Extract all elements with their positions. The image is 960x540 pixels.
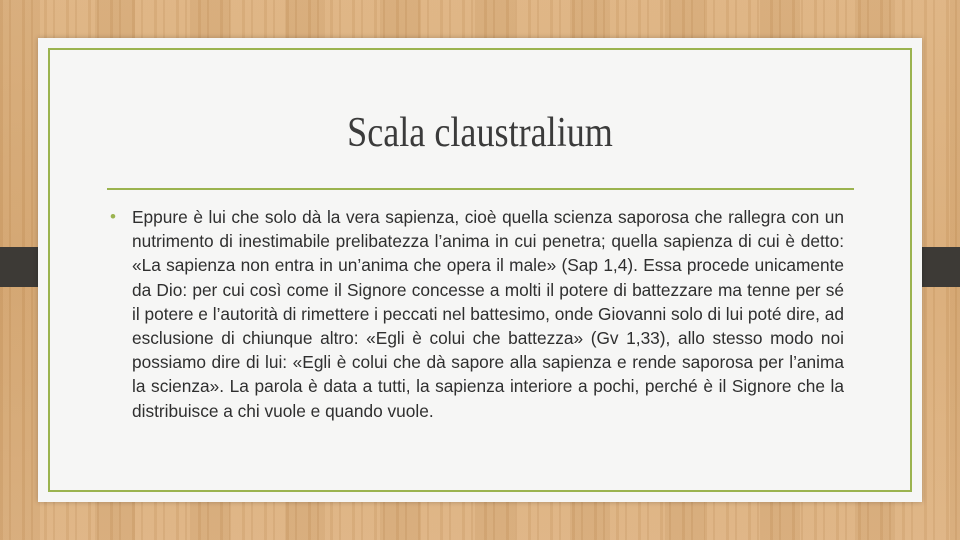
title-divider <box>107 188 854 190</box>
bullet-marker: • <box>110 207 116 226</box>
slide-title: Scala claustralium <box>347 110 613 156</box>
slide-body-text: Eppure è lui che solo dà la vera sapienza, cioè quella scienza saporosa che rallegra con un nutrimento di inestimabile prelibatezza l’anima in cui penetra; quella sapienza di cui è detto: «La sapienza non entra in un’anima che opera il male» (Sap 1,4). Essa procede unicamente da Dio: per cui così come il Signore concesse a molti il potere di battezzare ma tenne per sé il potere e l’autorità di rimettere i peccati nel battesimo, onde Giovanni solo di lui poté dire, ad esclusione di chiunque altro: «Egli è colui che battezza» (Gv 1,33), allo stesso modo noi possiamo dire di lui: «Egli è colui che dà sapore alla sapienza e rende saporosa per l’anima la scienza». La parola è data a tutti, la sapienza interiore a pochi, perché è il Signore che la distribuisce a chi vuole e quando vuole. <box>132 207 844 421</box>
